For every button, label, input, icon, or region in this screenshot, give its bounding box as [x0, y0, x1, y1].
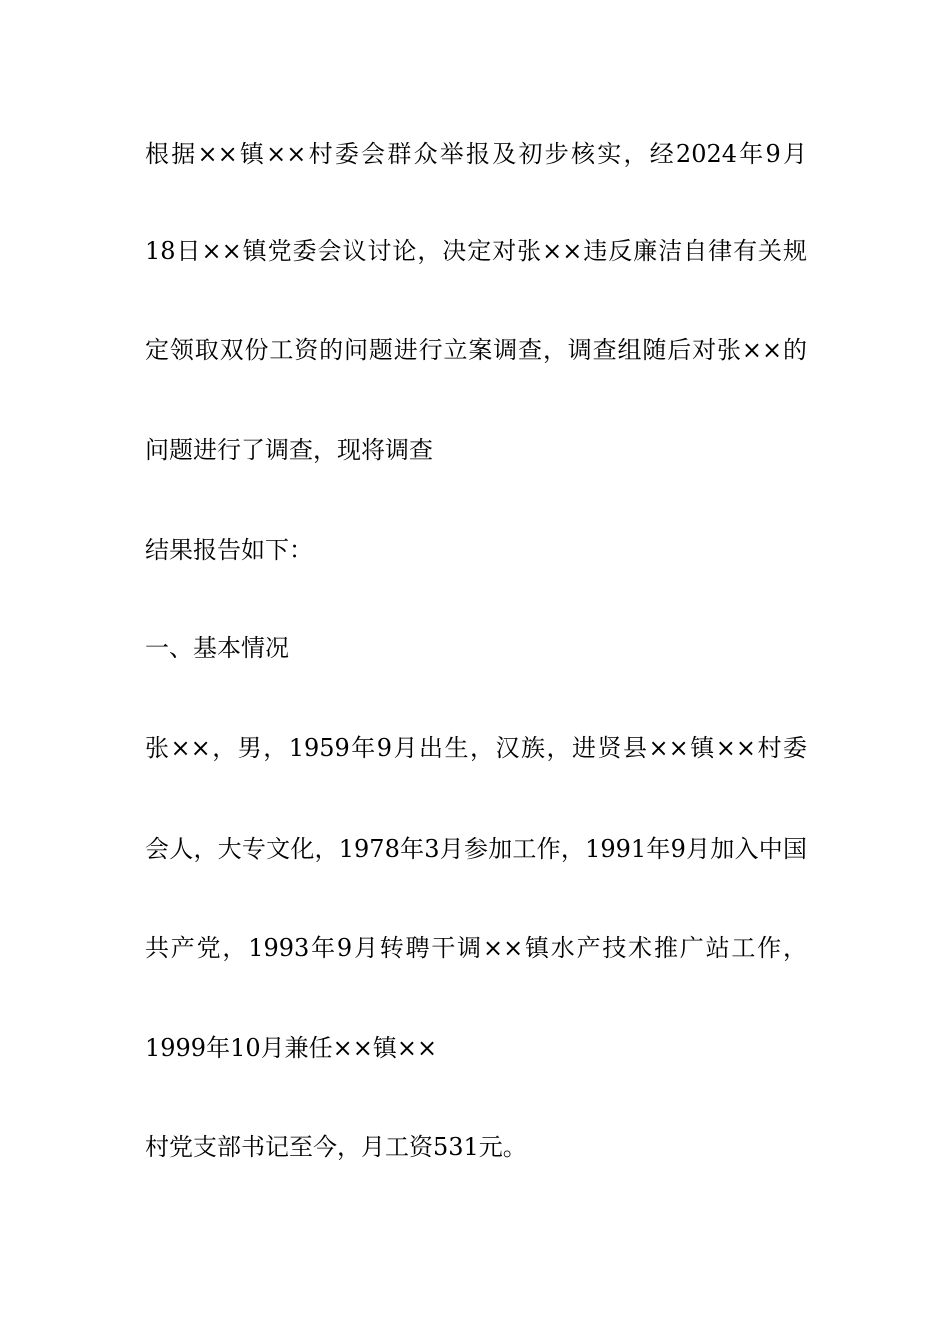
paragraph-line-3: 定领取双份工资的问题进行立案调查，调查组随后对张××的: [145, 336, 807, 364]
paragraph-line-7: 张××，男，1959年9月出生，汉族，进贤县××镇××村委: [145, 734, 807, 762]
paragraph-line-4: 问题进行了调查，现将调查: [145, 436, 433, 464]
section-heading: 一、基本情况: [145, 634, 289, 662]
paragraph-line-1: 根据××镇××村委会群众举报及初步核实，经2024年9月: [145, 140, 807, 168]
paragraph-line-9: 共产党，1993年9月转聘干调××镇水产技术推广站工作，: [145, 934, 807, 962]
paragraph-line-5: 结果报告如下：: [145, 536, 313, 564]
paragraph-line-8: 会人，大专文化，1978年3月参加工作，1991年9月加入中国: [145, 835, 807, 863]
paragraph-line-2: 18日××镇党委会议讨论，决定对张××违反廉洁自律有关规: [145, 237, 807, 265]
paragraph-line-10: 1999年10月兼任××镇××: [145, 1034, 438, 1062]
paragraph-line-11: 村党支部书记至今，月工资531元。: [145, 1133, 527, 1161]
